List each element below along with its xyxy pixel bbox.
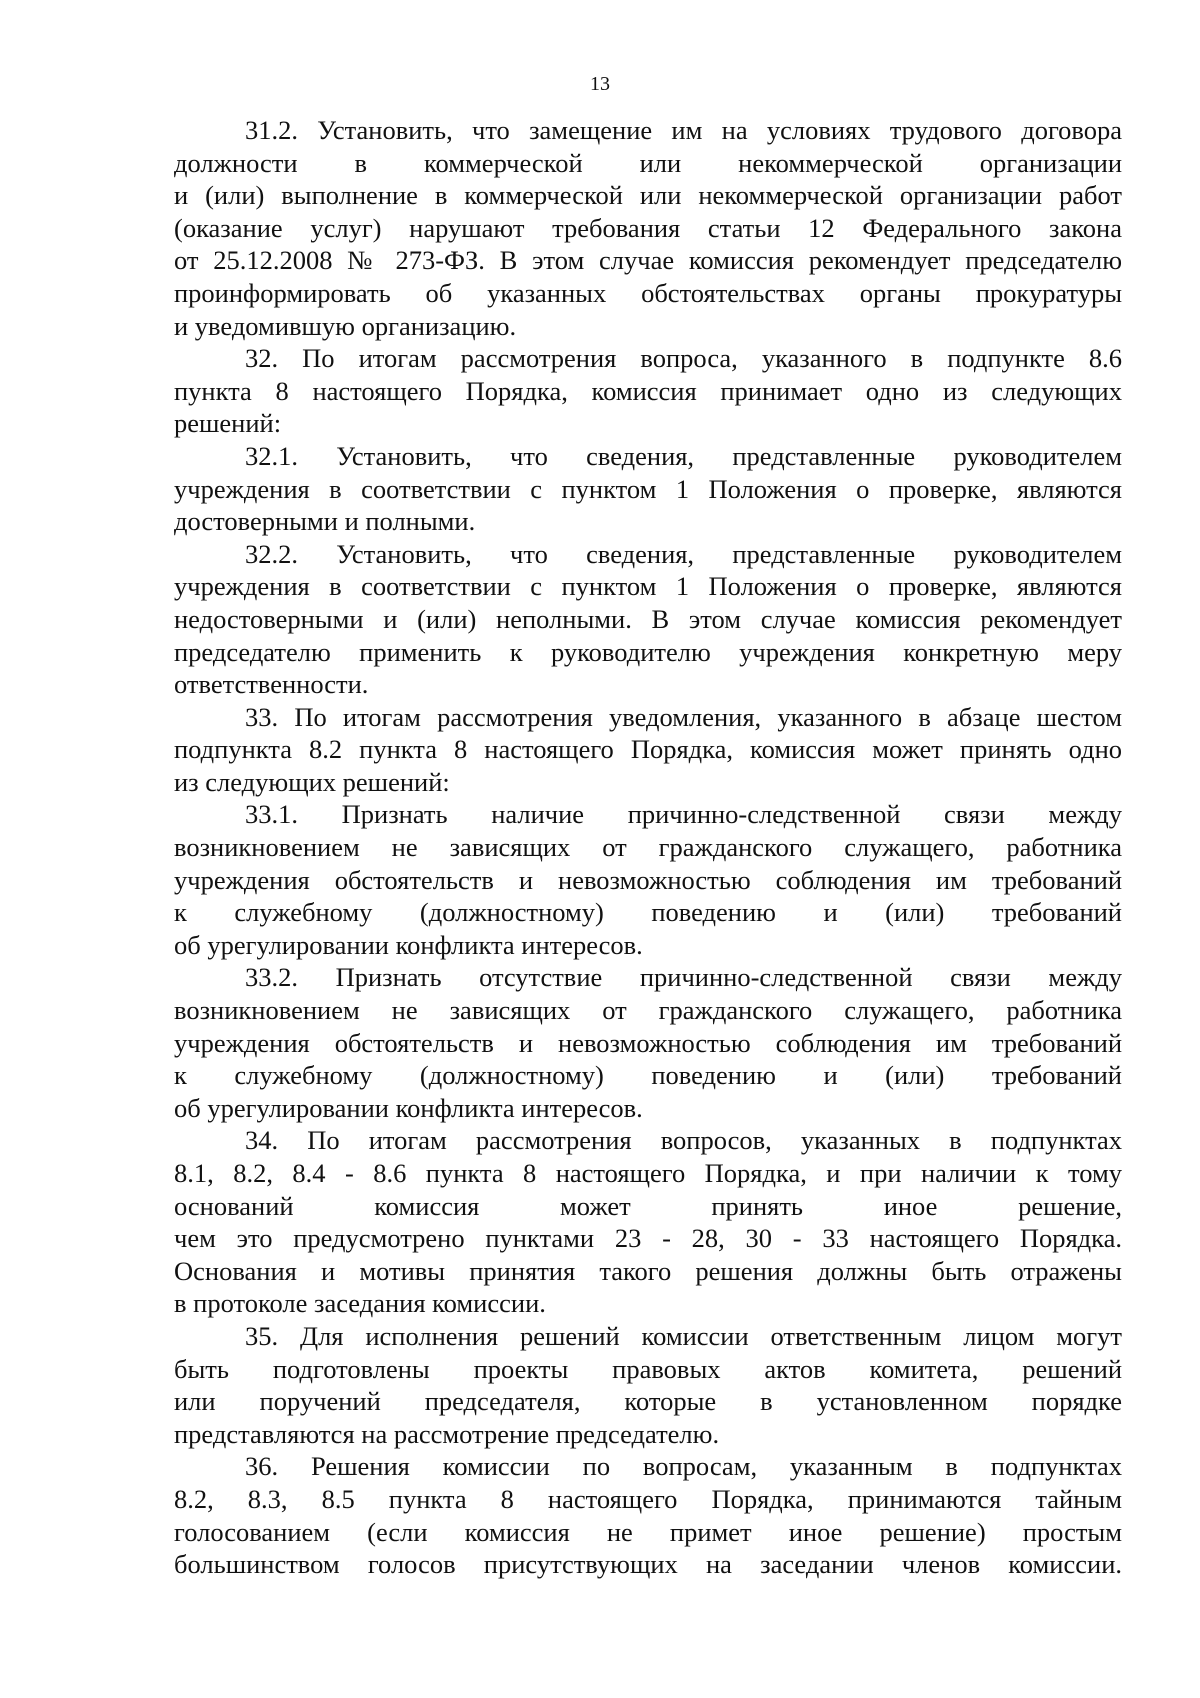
text-line: 33. По итогам рассмотрения уведомления, указанного в абзаце шестом bbox=[245, 701, 1122, 732]
text-line: большинством голосов присутствующих на заседании членов комиссии. bbox=[174, 1549, 1122, 1580]
paragraph bbox=[174, 1450, 1122, 1580]
text-line: от 25.12.2008 № 273-ФЗ. В этом случае комиссия рекомендует председателю bbox=[174, 245, 1122, 276]
text-line: председателю применить к руководителю учреждения конкретную меру bbox=[174, 636, 1122, 667]
text-line: 32.1. Установить, что сведения, представленные руководителем bbox=[245, 440, 1122, 471]
text-line: должности в коммерческой или некоммерческой организации bbox=[174, 147, 1122, 178]
text-line: недостоверными и (или) неполными. В этом случае комиссия рекомендует bbox=[174, 603, 1122, 634]
text-line: ответственности. bbox=[174, 669, 369, 700]
paragraph bbox=[174, 798, 1122, 961]
text-line: 35. Для исполнения решений комиссии ответственным лицом могут bbox=[245, 1320, 1122, 1351]
text-line: 8.1, 8.2, 8.4 - 8.6 пункта 8 настоящего Порядка, и при наличии к тому bbox=[174, 1158, 1122, 1188]
paragraph bbox=[174, 1124, 1122, 1320]
paragraph bbox=[174, 538, 1122, 701]
text-line: пункта 8 настоящего Порядка, комиссия принимает одно из следующих bbox=[174, 375, 1122, 406]
text-line: 32.2. Установить, что сведения, представленные руководителем bbox=[245, 538, 1122, 569]
text-line: 33.2. Признать отсутствие причинно-следственной связи между bbox=[245, 962, 1122, 993]
paragraph bbox=[174, 961, 1122, 1124]
text-line: учреждения в соответствии с пунктом 1 Положения о проверке, являются bbox=[174, 571, 1122, 602]
text-line: учреждения обстоятельств и невозможностью соблюдения им требований bbox=[174, 864, 1122, 895]
text-line: 32. По итогам рассмотрения вопроса, указанного в подпункте 8.6 bbox=[245, 343, 1122, 374]
text-line: в протоколе заседания комиссии. bbox=[174, 1288, 546, 1319]
document-body bbox=[174, 114, 1122, 1581]
text-line: к служебному (должностному) поведению и (или) требований bbox=[174, 1060, 1122, 1091]
text-line: учреждения обстоятельств и невозможностью соблюдения им требований bbox=[174, 1027, 1122, 1058]
text-line: (оказание услуг) нарушают требования статьи 12 Федерального закона bbox=[174, 212, 1122, 243]
text-line: Основания и мотивы принятия такого решения должны быть отражены bbox=[174, 1255, 1122, 1286]
paragraph bbox=[174, 342, 1122, 440]
text-line: и (или) выполнение в коммерческой или некоммерческой организации работ bbox=[174, 180, 1122, 211]
text-line: из следующих решений: bbox=[174, 766, 450, 797]
text-line: 33.1. Признать наличие причинно-следственной связи между bbox=[245, 799, 1122, 830]
text-line: возникновением не зависящих от гражданского служащего, работника bbox=[174, 832, 1122, 863]
text-line: возникновением не зависящих от гражданского служащего, работника bbox=[174, 995, 1122, 1026]
text-line: 31.2. Установить, что замещение им на условиях трудового договора bbox=[245, 115, 1122, 145]
paragraph bbox=[174, 1320, 1122, 1450]
text-line: подпункта 8.2 пункта 8 настоящего Порядка, комиссия может принять одно bbox=[174, 734, 1122, 765]
text-line: и уведомившую организацию. bbox=[174, 310, 517, 341]
text-line: 34. По итогам рассмотрения вопросов, указанных в подпунктах bbox=[245, 1125, 1122, 1156]
paragraph bbox=[174, 440, 1122, 538]
text-line: решений: bbox=[174, 408, 282, 439]
text-line: достоверными и полными. bbox=[174, 506, 476, 537]
text-line: к служебному (должностному) поведению и (или) требований bbox=[174, 897, 1122, 928]
text-line: или поручений председателя, которые в установленном порядке bbox=[174, 1386, 1122, 1417]
paragraph bbox=[174, 114, 1122, 342]
text-line: 8.2, 8.3, 8.5 пункта 8 настоящего Порядка, принимаются тайным bbox=[174, 1483, 1122, 1514]
text-line: 36. Решения комиссии по вопросам, указанным в подпунктах bbox=[245, 1451, 1122, 1482]
text-line: об урегулировании конфликта интересов. bbox=[174, 929, 643, 960]
text-line: голосованием (если комиссия не примет иное решение) простым bbox=[174, 1516, 1122, 1547]
text-line: чем это предусмотрено пунктами 23 - 28, 30 - 33 настоящего Порядка. bbox=[174, 1223, 1122, 1254]
page-number: 13 bbox=[590, 73, 610, 95]
text-line: оснований комиссия может принять иное решение, bbox=[174, 1190, 1122, 1221]
paragraph bbox=[174, 701, 1122, 799]
text-line: представляются на рассмотрение председателю. bbox=[174, 1418, 720, 1449]
text-line: проинформировать об указанных обстоятельствах органы прокуратуры bbox=[174, 277, 1122, 308]
text-line: быть подготовлены проекты правовых актов комитета, решений bbox=[174, 1353, 1122, 1384]
text-line: об урегулировании конфликта интересов. bbox=[174, 1092, 643, 1123]
text-line: учреждения в соответствии с пунктом 1 Положения о проверке, являются bbox=[174, 473, 1122, 504]
